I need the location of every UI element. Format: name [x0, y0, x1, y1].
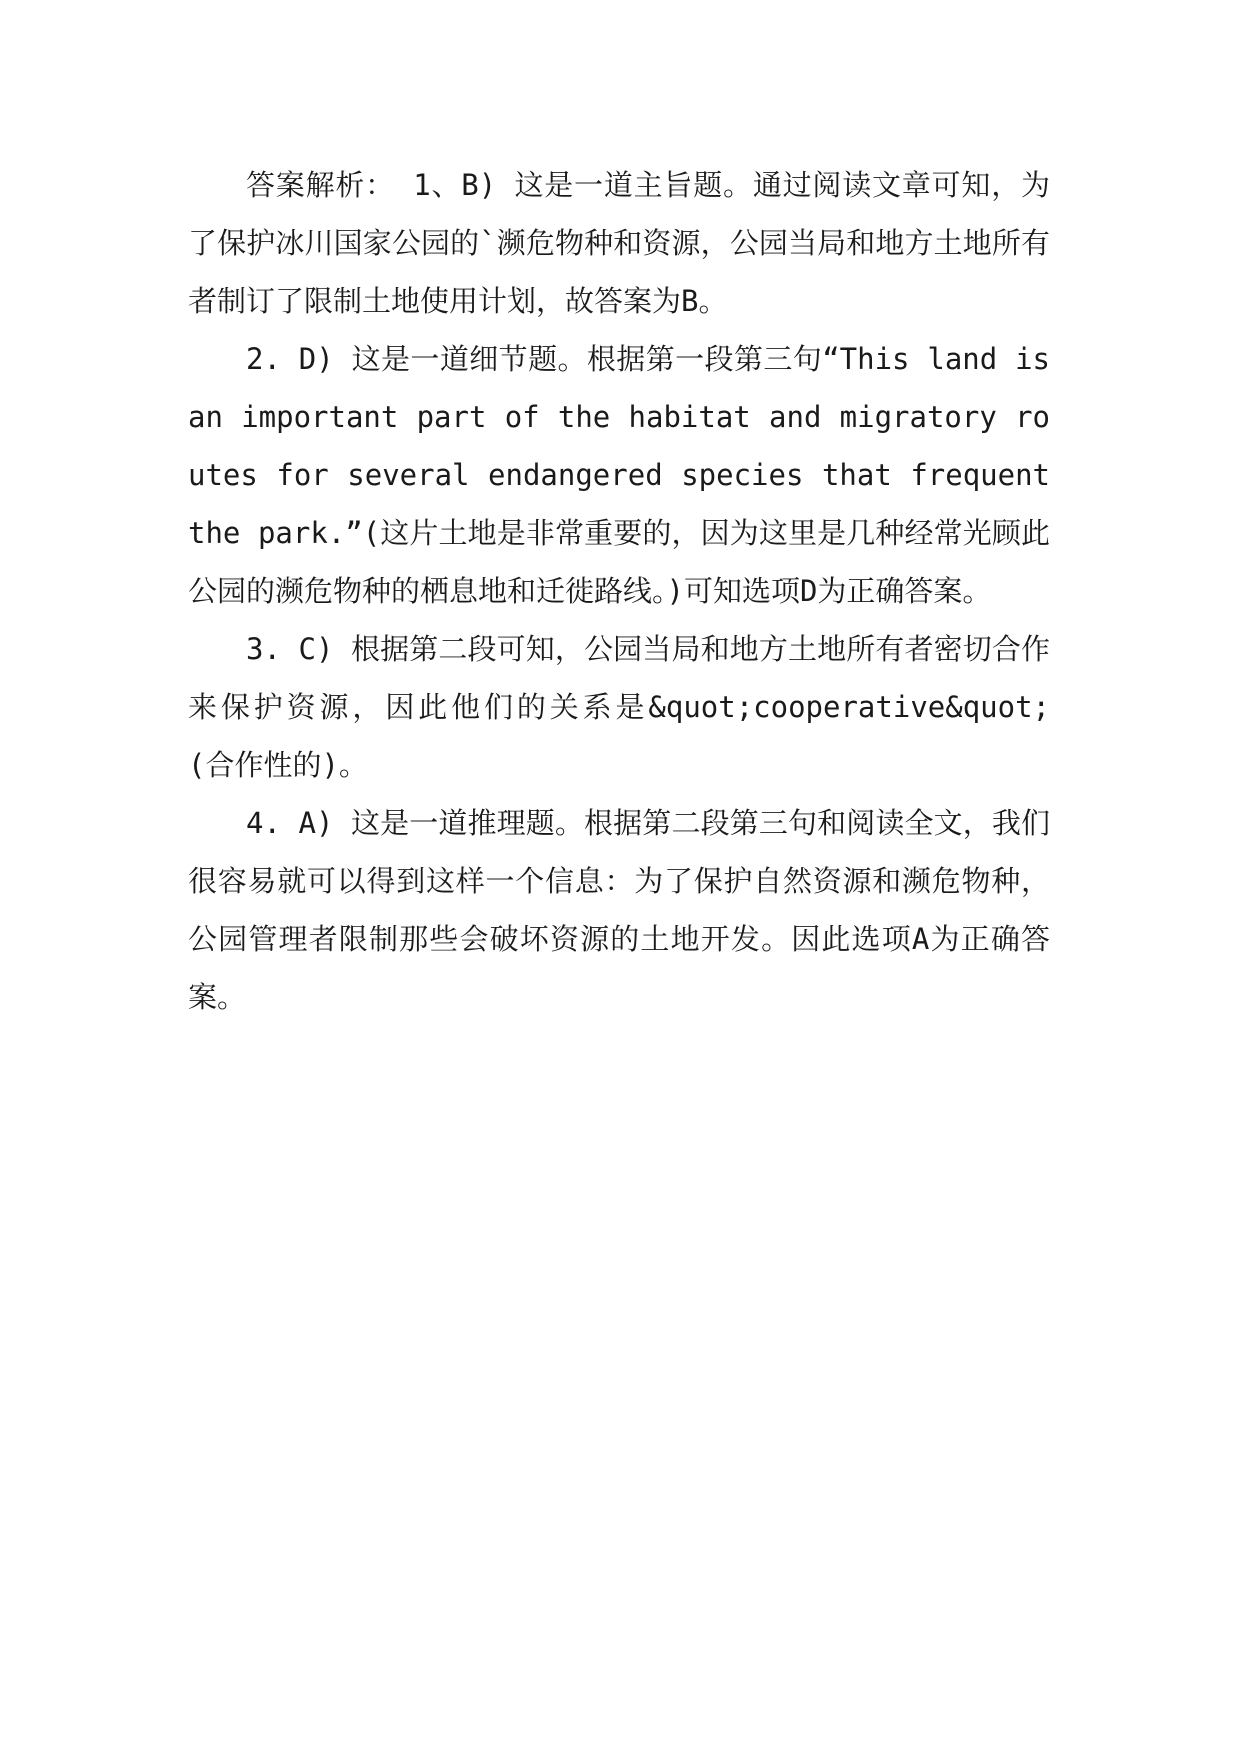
- answer-paragraph-2: 2. D) 这是一道细节题。根据第一段第三句“This land is an important part of the habitat and migratory routes for several endangered species that frequent the park.”(这片土地是非常重要的，因为这里是几种经常光顾此公园的濒危物种的栖息地和迁徙路线。)可知选项D为正确答案。: [188, 342, 1050, 608]
- answer-paragraph-4: 4. A) 这是一道推理题。根据第二段第三句和阅读全文，我们很容易就可以得到这样一个信息：为了保护自然资源和濒危物种，公园管理者限制那些会破坏资源的土地开发。因此选项A为正确答案。: [188, 806, 1050, 1014]
- answer-explanation-body: [188, 156, 1050, 1026]
- answer-paragraph-1: 答案解析： 1、B) 这是一道主旨题。通过阅读文章可知，为了保护冰川国家公园的`濒危物种和资源，公园当局和地方土地所有者制订了限制土地使用计划，故答案为B。: [188, 168, 1050, 318]
- answer-paragraph-3: 3. C) 根据第二段可知，公园当局和地方土地所有者密切合作来保护资源，因此他们的关系是&quot;cooperative&quot; (合作性的)。: [188, 632, 1050, 782]
